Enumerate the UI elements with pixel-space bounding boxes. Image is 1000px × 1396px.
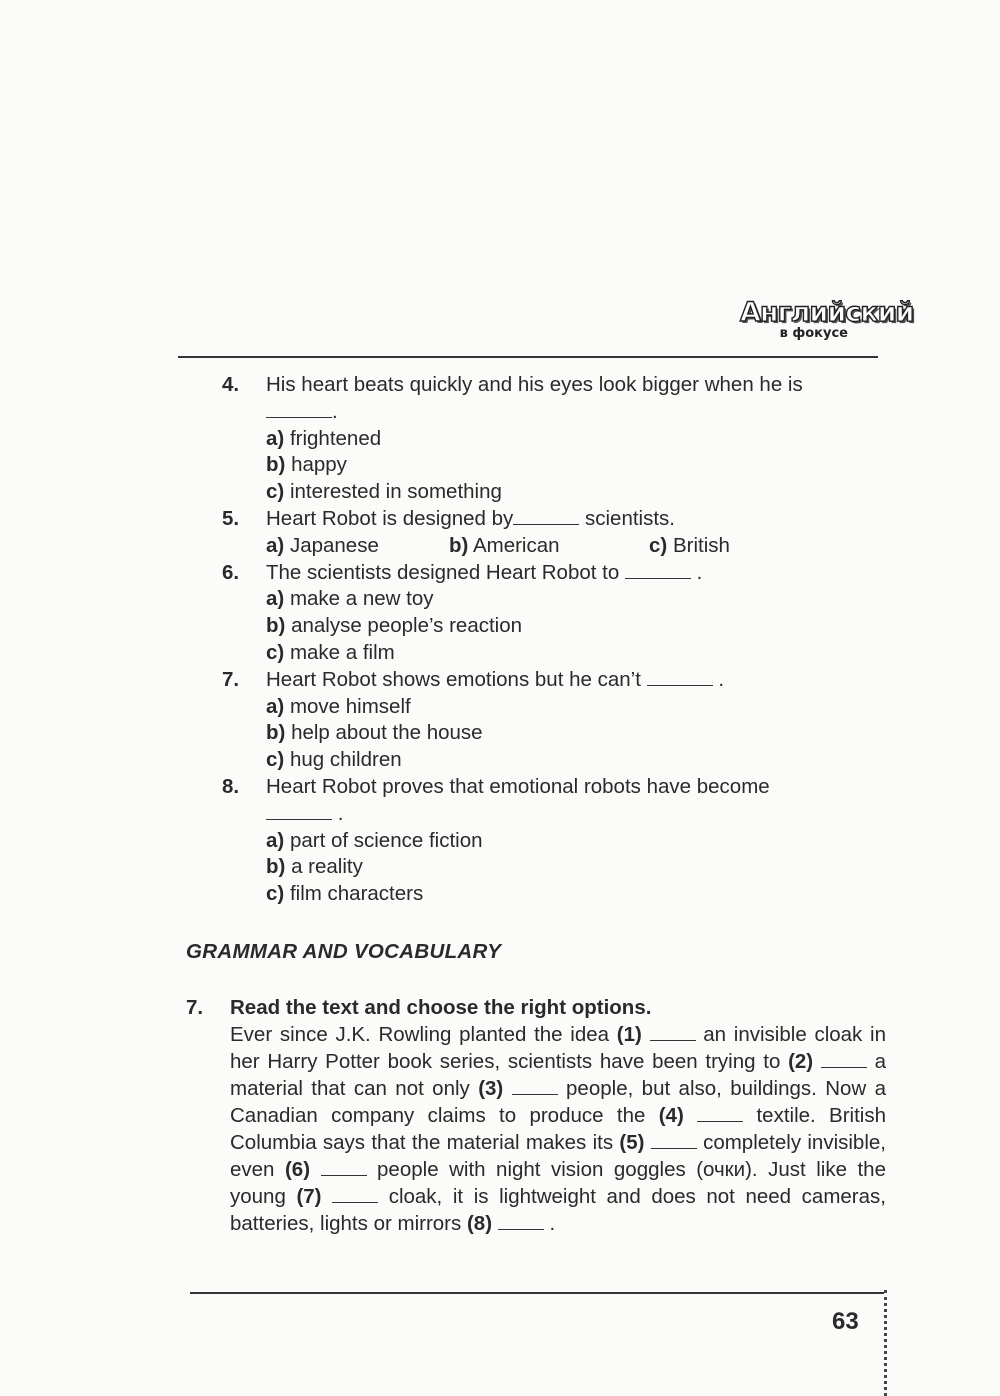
section-heading: GRAMMAR AND VOCABULARY [186, 940, 502, 963]
exercise-instruction: Read the text and choose the right options. [230, 996, 652, 1019]
question-number: 5. [222, 506, 240, 530]
exercise-passage: Ever since J.K. Rowling planted the idea (1) an invisible cloak in her Harry Potter book series, scientists have been trying to (2) a material that can not only (3) people, but also, buildings. Now a Canadian company claims to produce the (4) textile. British Columbia says that the material makes its (5) completely invisible, even (6) people with night vision goggles (очки). Just like the young (7) cloak, it is lightweight and does not need cameras, batteries, lights or mirrors (8) . [230, 1023, 887, 1235]
option-c: c) film characters [266, 882, 424, 906]
option-b: b) help about the house [266, 721, 483, 745]
page-number: 63 [832, 1308, 859, 1335]
question-number: 4. [222, 373, 240, 396]
option-c: c) make a film [266, 640, 395, 664]
question-number: 8. [222, 774, 240, 798]
option-c: c) hug children [266, 748, 402, 772]
logo-subtitle: в фокусе [779, 326, 848, 341]
question-5 [222, 506, 892, 560]
question-text: Heart Robot is designed by scientists. [266, 506, 675, 530]
options-row [266, 533, 892, 560]
question-7 [222, 667, 892, 774]
question-text: His heart beats quickly and his eyes look bigger when he is [266, 373, 803, 396]
option-b: b) a reality [266, 855, 363, 879]
option-b: b) analyse people’s reaction [266, 614, 523, 638]
logo-title: Английский [740, 297, 914, 328]
option-b: b) American [449, 533, 560, 557]
answer-blank-line: . [266, 801, 892, 828]
question-text: Heart Robot shows emotions but he can’t . [266, 667, 725, 691]
option-a: a) part of science fiction [266, 828, 483, 852]
question-list [222, 372, 892, 908]
dotted-edge [884, 1290, 887, 1396]
question-6 [222, 560, 892, 667]
question-8 [222, 774, 892, 908]
option-a: a) Japanese [266, 533, 379, 557]
answer-blank-line: . [266, 399, 892, 426]
question-text: The scientists designed Heart Robot to . [266, 560, 703, 584]
question-number: 7. [222, 667, 240, 691]
option-a: a) frightened [266, 426, 382, 450]
brand-logo [740, 297, 914, 341]
question-text: Heart Robot proves that emotional robots have become [266, 774, 770, 798]
option-c: c) British [649, 533, 730, 557]
question-number: 6. [222, 560, 240, 584]
option-a: a) make a new toy [266, 587, 434, 611]
footer-rule [190, 1292, 884, 1294]
option-b: b) happy [266, 453, 347, 477]
exercise-number: 7. [186, 996, 204, 1019]
question-4 [222, 372, 892, 506]
option-a: a) move himself [266, 694, 411, 718]
header-rule [178, 356, 878, 358]
option-c: c) interested in something [266, 480, 502, 504]
